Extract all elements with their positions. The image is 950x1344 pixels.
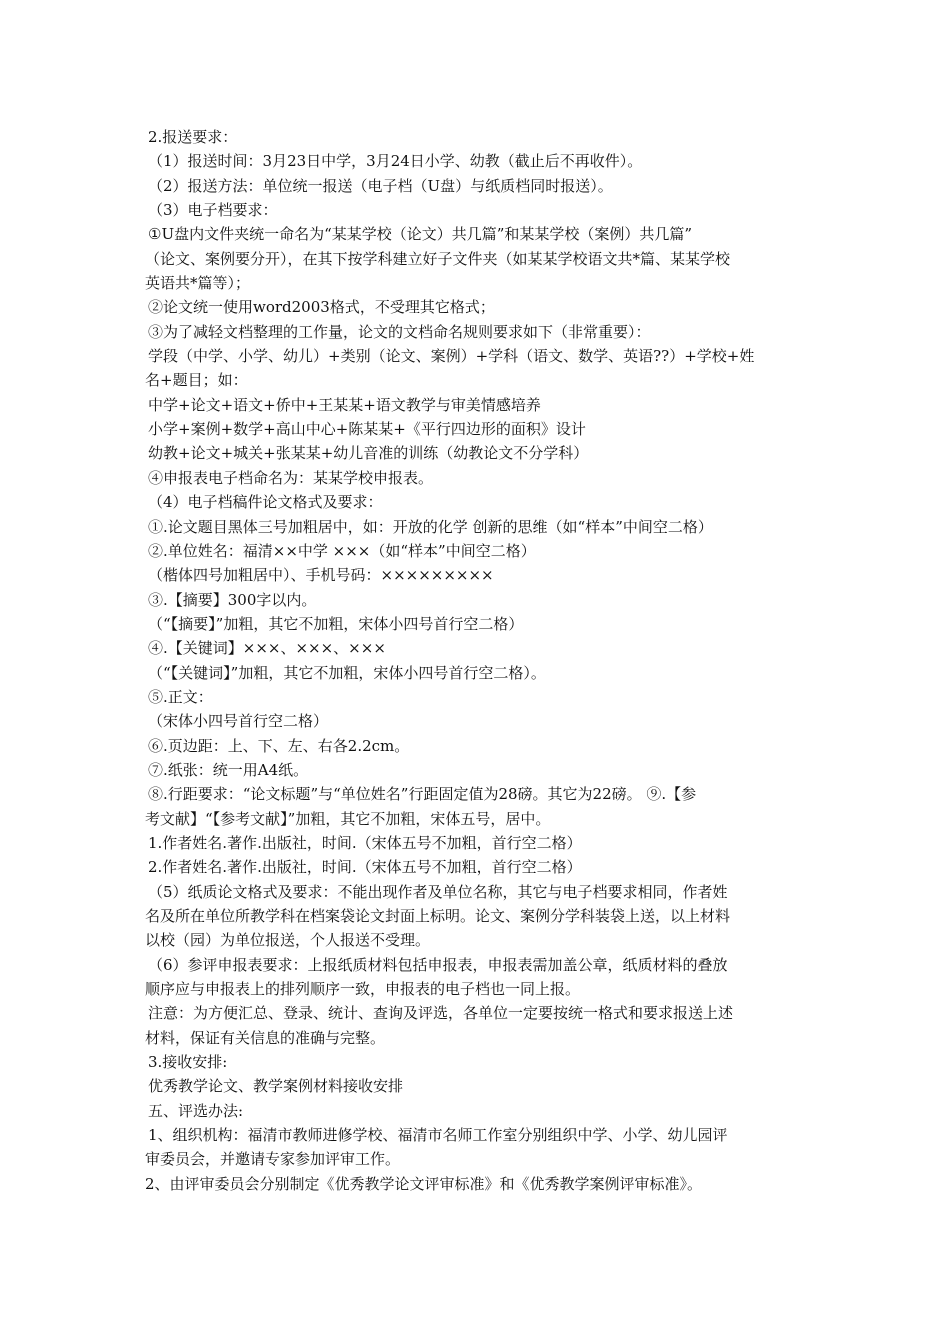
text-line: 注意：为方便汇总、登录、统计、查询及评选，各单位一定要按统一格式和要求报送上述 xyxy=(148,1004,734,1023)
text-line: ③为了减轻文档整理的工作量，论文的文档命名规则要求如下（非常重要）： xyxy=(148,322,651,341)
text-line: （“【关键词】”加粗，其它不加粗，宋体小四号首行空二格）。 xyxy=(148,663,546,682)
text-line: （宋体小四号首行空二格） xyxy=(148,712,329,731)
text-line: 1.作者姓名.著作.出版社，时间.（宋体五号不加粗，首行空二格） xyxy=(148,833,582,852)
text-line: ⑤.正文： xyxy=(148,687,213,706)
text-line: （“【摘要】”加粗，其它不加粗，宋体小四号首行空二格） xyxy=(148,614,524,633)
text-line: （4）电子档稿件论文格式及要求： xyxy=(148,493,383,512)
document-body xyxy=(145,125,813,1196)
text-line: ⑦.纸张：统一用A4纸。 xyxy=(148,760,309,779)
text-line: 名及所在单位所教学科在档案袋论文封面上标明。论文、案例分学科装袋上送，以上材料 xyxy=(145,907,731,925)
text-line: （5）纸质论文格式及要求：不能出现作者及单位名称，其它与电子档要求相同，作者姓 xyxy=(148,882,728,901)
text-line: ①U盘内文件夹统一命名为“某某学校（论文）共几篇”和某某学校（案例）共几篇” xyxy=(148,225,693,244)
text-line: 以校（园）为单位报送，个人报送不受理。 xyxy=(145,931,431,950)
text-line: 英语共*篇等）； xyxy=(145,274,251,293)
text-line: 学段（中学、小学、幼儿）+类别（论文、案例）+学科（语文、数学、英语??）+学校+姓 xyxy=(148,347,755,366)
text-line: 材料，保证有关信息的准确与完整。 xyxy=(145,1028,386,1047)
text-line: ④.【关键词】×××、×××、××× xyxy=(148,639,386,658)
text-line: 幼教+论文+城关+张某某+幼儿音准的训练（幼教论文不分学科） xyxy=(148,444,589,463)
text-line: 3.接收安排: xyxy=(148,1053,228,1072)
text-line: 名+题目；如： xyxy=(145,371,248,390)
text-line: 考文献】“【参考文献】”加粗，其它不加粗，宋体五号，居中。 xyxy=(145,809,551,828)
text-line: ①.论文题目黑体三号加粗居中，如：开放的化学 创新的思维（如“样本”中间空二格） xyxy=(148,517,713,536)
text-line: 2、由评审委员会分别制定《优秀教学论文评审标准》和《优秀教学案例评审标准》。 xyxy=(145,1174,703,1193)
text-line: （楷体四号加粗居中）、手机号码：××××××××× xyxy=(148,566,494,585)
text-line: （1）报送时间：3月23日中学，3月24日小学、幼教（截止后不再收件）。 xyxy=(148,152,643,171)
text-line: 顺序应与申报表上的排列顺序一致，申报表的电子档也一同上报。 xyxy=(145,980,581,999)
text-line: 中学+论文+语文+侨中+王某某+语文教学与审美情感培养 xyxy=(148,395,541,414)
text-line: ③.【摘要】300字以内。 xyxy=(148,590,317,609)
text-line: 2.作者姓名.著作.出版社，时间.（宋体五号不加粗，首行空二格） xyxy=(148,858,582,877)
text-line: （2）报送方法：单位统一报送（电子档（U盘）与纸质档同时报送）。 xyxy=(148,176,613,195)
text-line: 优秀教学论文、教学案例材料接收安排 xyxy=(148,1077,404,1096)
text-line: 小学+案例+数学+高山中心+陈某某+《平行四边形的面积》设计 xyxy=(148,420,586,439)
text-line: 2.报送要求： xyxy=(148,128,238,146)
text-line: 审委员会，并邀请专家参加评审工作。 xyxy=(145,1150,401,1169)
text-line: 五、评选办法: xyxy=(148,1101,244,1120)
text-line: （6）参评申报表要求：上报纸质材料包括申报表，申报表需加盖公章，纸质材料的叠放 xyxy=(148,955,728,974)
text-line: ②论文统一使用word2003格式，不受理其它格式； xyxy=(148,298,495,317)
text-line: ⑥.页边距：上、下、左、右各2.2cm。 xyxy=(148,736,410,755)
text-line: ⑧.行距要求：“论文标题”与“单位姓名”行距固定值为28磅。其它为22磅。 ⑨.【参 xyxy=(148,785,697,804)
text-line: 1、组织机构：福清市教师进修学校、福清市名师工作室分别组织中学、小学、幼儿园评 xyxy=(148,1126,728,1145)
text-line: （论文、案例要分开），在其下按学科建立好子文件夹（如某某学校语文共*篇、某某学校 xyxy=(145,249,731,268)
text-line: （3）电子档要求： xyxy=(148,201,278,220)
text-line: ②.单位姓名：福清××中学 ×××（如“样本”中间空二格） xyxy=(148,541,536,560)
text-line: ④申报表电子档命名为：某某学校申报表。 xyxy=(148,468,434,487)
